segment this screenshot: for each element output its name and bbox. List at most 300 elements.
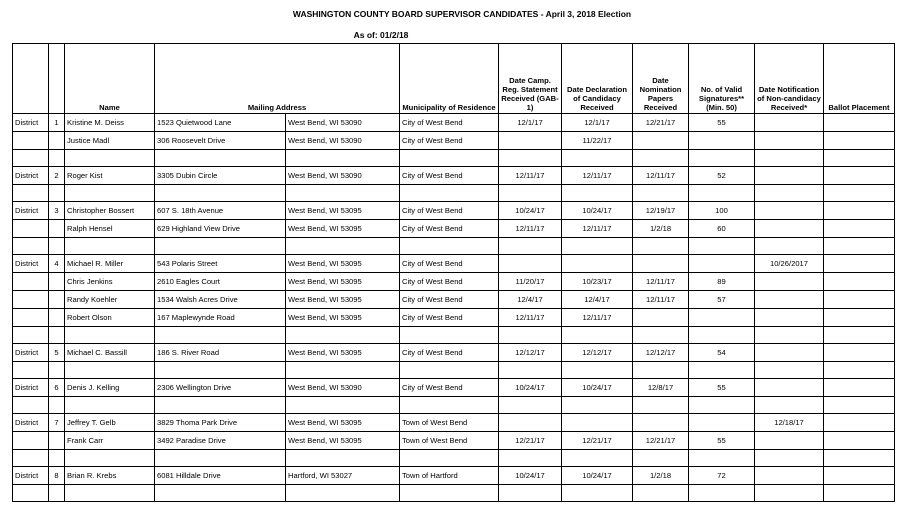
empty-cell [65, 150, 155, 167]
empty-cell [689, 327, 755, 344]
date-declaration: 10/24/17 [562, 379, 633, 397]
date-camp-reg: 12/11/17 [499, 167, 562, 185]
district-label: District [13, 255, 49, 273]
header-date-declaration: Date Declaration of Candidacy Received [562, 44, 633, 114]
spacer-row [13, 485, 895, 502]
district-number [49, 220, 65, 238]
candidate-name: Roger Kist [65, 167, 155, 185]
date-non-candidacy [755, 432, 824, 450]
district-label: District [13, 114, 49, 132]
empty-cell [155, 397, 286, 414]
valid-signatures: 60 [689, 220, 755, 238]
table-row [13, 291, 895, 309]
empty-cell [562, 362, 633, 379]
header-date-nomination: Date Nomination Papers Received [633, 44, 689, 114]
spacer-row [13, 150, 895, 167]
empty-cell [633, 327, 689, 344]
spacer-row [13, 238, 895, 255]
street-address: 543 Polaris Street [155, 255, 286, 273]
district-number: 4 [49, 255, 65, 273]
empty-cell [65, 485, 155, 502]
date-camp-reg [499, 255, 562, 273]
table-row [13, 220, 895, 238]
header-municipality: Municipality of Residence [400, 44, 499, 114]
candidates-table [12, 43, 895, 502]
candidate-name: Jeffrey T. Gelb [65, 414, 155, 432]
ballot-placement [824, 114, 895, 132]
empty-cell [633, 450, 689, 467]
city-state-zip: West Bend, WI 53095 [286, 220, 400, 238]
street-address: 629 Highland View Drive [155, 220, 286, 238]
valid-signatures: 55 [689, 114, 755, 132]
date-nomination: 1/2/18 [633, 220, 689, 238]
empty-cell [499, 327, 562, 344]
ballot-placement [824, 414, 895, 432]
date-non-candidacy [755, 309, 824, 327]
empty-cell [155, 150, 286, 167]
empty-cell [286, 362, 400, 379]
empty-cell [286, 397, 400, 414]
date-camp-reg: 12/21/17 [499, 432, 562, 450]
district-label: District [13, 467, 49, 485]
ballot-placement [824, 202, 895, 220]
date-camp-reg: 12/11/17 [499, 220, 562, 238]
district-label: District [13, 414, 49, 432]
date-nomination: 12/21/17 [633, 114, 689, 132]
header-date-camp-reg: Date Camp. Reg. Statement Received (GAB-1) [499, 44, 562, 114]
empty-cell [13, 327, 49, 344]
empty-cell [155, 450, 286, 467]
empty-cell [499, 450, 562, 467]
date-nomination: 12/21/17 [633, 432, 689, 450]
district-number: 2 [49, 167, 65, 185]
street-address: 2306 Wellington Drive [155, 379, 286, 397]
ballot-placement [824, 467, 895, 485]
header-number [49, 44, 65, 114]
date-non-candidacy: 12/18/17 [755, 414, 824, 432]
date-camp-reg: 12/1/17 [499, 114, 562, 132]
table-row [13, 414, 895, 432]
valid-signatures: 52 [689, 167, 755, 185]
table-row [13, 202, 895, 220]
date-non-candidacy [755, 379, 824, 397]
empty-cell [633, 185, 689, 202]
district-label [13, 432, 49, 450]
valid-signatures [689, 255, 755, 273]
city-state-zip: West Bend, WI 53095 [286, 255, 400, 273]
district-number: 3 [49, 202, 65, 220]
municipality: City of West Bend [400, 114, 499, 132]
date-camp-reg: 10/24/17 [499, 467, 562, 485]
date-camp-reg: 11/20/17 [499, 273, 562, 291]
date-declaration [562, 255, 633, 273]
empty-cell [400, 397, 499, 414]
empty-cell [499, 362, 562, 379]
empty-cell [824, 362, 895, 379]
table-row [13, 309, 895, 327]
empty-cell [400, 485, 499, 502]
municipality: City of West Bend [400, 309, 499, 327]
district-label [13, 273, 49, 291]
date-non-candidacy [755, 467, 824, 485]
street-address: 1523 Quietwood Lane [155, 114, 286, 132]
district-label [13, 220, 49, 238]
date-nomination [633, 414, 689, 432]
district-number [49, 273, 65, 291]
document-title: WASHINGTON COUNTY BOARD SUPERVISOR CANDIDATES - April 3, 2018 Election [292, 9, 632, 19]
empty-cell [400, 150, 499, 167]
empty-cell [755, 238, 824, 255]
district-number [49, 132, 65, 150]
district-label: District [13, 202, 49, 220]
empty-cell [286, 450, 400, 467]
empty-cell [13, 238, 49, 255]
ballot-placement [824, 432, 895, 450]
date-camp-reg [499, 414, 562, 432]
city-state-zip: West Bend, WI 53090 [286, 114, 400, 132]
empty-cell [755, 485, 824, 502]
empty-cell [13, 185, 49, 202]
date-non-candidacy [755, 167, 824, 185]
empty-cell [155, 362, 286, 379]
empty-cell [499, 397, 562, 414]
date-nomination [633, 309, 689, 327]
table-row [13, 132, 895, 150]
date-nomination: 12/12/17 [633, 344, 689, 362]
candidate-name: Christopher Bossert [65, 202, 155, 220]
empty-cell [13, 450, 49, 467]
table-row [13, 344, 895, 362]
table-row [13, 467, 895, 485]
street-address: 1534 Walsh Acres Drive [155, 291, 286, 309]
ballot-placement [824, 273, 895, 291]
municipality: City of West Bend [400, 273, 499, 291]
valid-signatures: 72 [689, 467, 755, 485]
city-state-zip: West Bend, WI 53090 [286, 132, 400, 150]
date-non-candidacy [755, 114, 824, 132]
empty-cell [689, 397, 755, 414]
empty-cell [689, 185, 755, 202]
empty-cell [65, 450, 155, 467]
ballot-placement [824, 220, 895, 238]
empty-cell [13, 485, 49, 502]
candidate-name: Justice Madl [65, 132, 155, 150]
ballot-placement [824, 379, 895, 397]
municipality: Town of Hartford [400, 467, 499, 485]
candidate-name: Brian R. Krebs [65, 467, 155, 485]
empty-cell [755, 327, 824, 344]
empty-cell [49, 485, 65, 502]
date-non-candidacy [755, 202, 824, 220]
empty-cell [499, 185, 562, 202]
empty-cell [49, 397, 65, 414]
table-row [13, 379, 895, 397]
date-nomination [633, 132, 689, 150]
date-non-candidacy [755, 273, 824, 291]
empty-cell [499, 150, 562, 167]
empty-cell [689, 362, 755, 379]
empty-cell [562, 450, 633, 467]
date-nomination: 12/19/17 [633, 202, 689, 220]
city-state-zip: Hartford, WI 53027 [286, 467, 400, 485]
table-row [13, 114, 895, 132]
date-declaration: 12/1/17 [562, 114, 633, 132]
street-address: 3305 Dubin Circle [155, 167, 286, 185]
date-nomination: 12/8/17 [633, 379, 689, 397]
date-declaration: 10/24/17 [562, 467, 633, 485]
header-ballot-placement: Ballot Placement [824, 44, 895, 114]
date-nomination: 12/11/17 [633, 273, 689, 291]
empty-cell [65, 327, 155, 344]
municipality: City of West Bend [400, 291, 499, 309]
ballot-placement [824, 291, 895, 309]
date-declaration: 11/22/17 [562, 132, 633, 150]
spacer-row [13, 450, 895, 467]
valid-signatures: 54 [689, 344, 755, 362]
district-label: District [13, 167, 49, 185]
empty-cell [65, 238, 155, 255]
empty-cell [633, 150, 689, 167]
header-mailing-address: Mailing Address [155, 44, 400, 114]
empty-cell [755, 397, 824, 414]
empty-cell [286, 238, 400, 255]
district-number: 7 [49, 414, 65, 432]
empty-cell [49, 450, 65, 467]
date-declaration: 12/11/17 [562, 220, 633, 238]
ballot-placement [824, 132, 895, 150]
district-label [13, 309, 49, 327]
street-address: 3492 Paradise Drive [155, 432, 286, 450]
header-name: Name [65, 44, 155, 114]
empty-cell [65, 397, 155, 414]
city-state-zip: West Bend, WI 53095 [286, 414, 400, 432]
empty-cell [824, 397, 895, 414]
ballot-placement [824, 344, 895, 362]
empty-cell [400, 450, 499, 467]
valid-signatures: 57 [689, 291, 755, 309]
candidate-name: Randy Koehler [65, 291, 155, 309]
header-row [13, 44, 895, 114]
empty-cell [499, 238, 562, 255]
municipality: City of West Bend [400, 344, 499, 362]
empty-cell [562, 185, 633, 202]
spacer-row [13, 397, 895, 414]
empty-cell [49, 362, 65, 379]
empty-cell [755, 362, 824, 379]
empty-cell [286, 150, 400, 167]
empty-cell [400, 238, 499, 255]
city-state-zip: West Bend, WI 53090 [286, 379, 400, 397]
empty-cell [689, 450, 755, 467]
district-number [49, 432, 65, 450]
spacer-row [13, 327, 895, 344]
empty-cell [155, 485, 286, 502]
date-non-candidacy [755, 132, 824, 150]
municipality: City of West Bend [400, 132, 499, 150]
candidate-name: Kristine M. Deiss [65, 114, 155, 132]
date-non-candidacy: 10/26/2017 [755, 255, 824, 273]
empty-cell [633, 362, 689, 379]
street-address: 3829 Thoma Park Drive [155, 414, 286, 432]
candidate-name: Robert Olson [65, 309, 155, 327]
empty-cell [13, 150, 49, 167]
date-declaration: 12/21/17 [562, 432, 633, 450]
empty-cell [755, 450, 824, 467]
empty-cell [824, 450, 895, 467]
empty-cell [286, 185, 400, 202]
candidate-name: Michael R. Miller [65, 255, 155, 273]
empty-cell [65, 185, 155, 202]
municipality: City of West Bend [400, 167, 499, 185]
candidate-name: Ralph Hensel [65, 220, 155, 238]
date-declaration: 10/24/17 [562, 202, 633, 220]
valid-signatures: 55 [689, 432, 755, 450]
municipality: City of West Bend [400, 202, 499, 220]
candidate-name: Chris Jenkins [65, 273, 155, 291]
valid-signatures [689, 309, 755, 327]
district-number: 1 [49, 114, 65, 132]
valid-signatures [689, 132, 755, 150]
header-non-candidacy: Date Notification of Non-candidacy Received* [755, 44, 824, 114]
empty-cell [562, 150, 633, 167]
date-non-candidacy [755, 220, 824, 238]
street-address: 186 S. River Road [155, 344, 286, 362]
city-state-zip: West Bend, WI 53095 [286, 344, 400, 362]
street-address: 167 Maplewynde Road [155, 309, 286, 327]
empty-cell [689, 150, 755, 167]
district-label: District [13, 344, 49, 362]
empty-cell [633, 238, 689, 255]
date-declaration: 12/4/17 [562, 291, 633, 309]
valid-signatures: 55 [689, 379, 755, 397]
candidate-name: Michael C. Bassill [65, 344, 155, 362]
date-camp-reg: 12/4/17 [499, 291, 562, 309]
municipality: Town of West Bend [400, 432, 499, 450]
table-row [13, 432, 895, 450]
city-state-zip: West Bend, WI 53095 [286, 202, 400, 220]
city-state-zip: West Bend, WI 53090 [286, 167, 400, 185]
empty-cell [633, 485, 689, 502]
district-number [49, 291, 65, 309]
empty-cell [824, 185, 895, 202]
empty-cell [400, 185, 499, 202]
date-nomination: 12/11/17 [633, 167, 689, 185]
empty-cell [65, 362, 155, 379]
ballot-placement [824, 255, 895, 273]
candidates-body [13, 114, 895, 502]
ballot-placement [824, 309, 895, 327]
ballot-placement [824, 167, 895, 185]
empty-cell [824, 485, 895, 502]
date-non-candidacy [755, 344, 824, 362]
district-label: District [13, 379, 49, 397]
empty-cell [400, 327, 499, 344]
empty-cell [400, 362, 499, 379]
district-number: 8 [49, 467, 65, 485]
candidate-name: Denis J. Kelling [65, 379, 155, 397]
table-row [13, 273, 895, 291]
empty-cell [562, 238, 633, 255]
date-declaration: 12/11/17 [562, 309, 633, 327]
date-nomination: 1/2/18 [633, 467, 689, 485]
date-declaration: 12/12/17 [562, 344, 633, 362]
empty-cell [286, 327, 400, 344]
street-address: 607 S. 18th Avenue [155, 202, 286, 220]
municipality: City of West Bend [400, 255, 499, 273]
date-camp-reg: 12/11/17 [499, 309, 562, 327]
date-declaration: 10/23/17 [562, 273, 633, 291]
empty-cell [49, 327, 65, 344]
city-state-zip: West Bend, WI 53095 [286, 273, 400, 291]
empty-cell [633, 397, 689, 414]
municipality: Town of West Bend [400, 414, 499, 432]
empty-cell [155, 238, 286, 255]
street-address: 306 Roosevelt Drive [155, 132, 286, 150]
empty-cell [755, 150, 824, 167]
date-nomination [633, 255, 689, 273]
district-number: 6 [49, 379, 65, 397]
municipality: City of West Bend [400, 379, 499, 397]
empty-cell [824, 238, 895, 255]
empty-cell [824, 150, 895, 167]
empty-cell [755, 185, 824, 202]
empty-cell [689, 238, 755, 255]
date-declaration: 12/11/17 [562, 167, 633, 185]
table-row [13, 167, 895, 185]
city-state-zip: West Bend, WI 53095 [286, 309, 400, 327]
empty-cell [13, 397, 49, 414]
empty-cell [49, 150, 65, 167]
street-address: 2610 Eagles Court [155, 273, 286, 291]
spacer-row [13, 362, 895, 379]
date-camp-reg: 12/12/17 [499, 344, 562, 362]
city-state-zip: West Bend, WI 53095 [286, 432, 400, 450]
empty-cell [689, 485, 755, 502]
district-label [13, 132, 49, 150]
empty-cell [499, 485, 562, 502]
city-state-zip: West Bend, WI 53095 [286, 291, 400, 309]
header-valid-signatures: No. of Valid Signatures** (Min. 50) [689, 44, 755, 114]
empty-cell [155, 327, 286, 344]
as-of-date: As of: 01/2/18 [353, 30, 409, 40]
candidate-name: Frank Carr [65, 432, 155, 450]
date-declaration [562, 414, 633, 432]
valid-signatures: 100 [689, 202, 755, 220]
empty-cell [562, 397, 633, 414]
empty-cell [13, 362, 49, 379]
empty-cell [562, 327, 633, 344]
valid-signatures [689, 414, 755, 432]
empty-cell [49, 185, 65, 202]
date-nomination: 12/11/17 [633, 291, 689, 309]
empty-cell [286, 485, 400, 502]
date-camp-reg [499, 132, 562, 150]
empty-cell [824, 327, 895, 344]
date-camp-reg: 10/24/17 [499, 202, 562, 220]
empty-cell [49, 238, 65, 255]
district-label [13, 291, 49, 309]
spacer-row [13, 185, 895, 202]
table-row [13, 255, 895, 273]
municipality: City of West Bend [400, 220, 499, 238]
empty-cell [562, 485, 633, 502]
street-address: 6081 Hilldale Drive [155, 467, 286, 485]
empty-cell [155, 185, 286, 202]
district-number [49, 309, 65, 327]
date-non-candidacy [755, 291, 824, 309]
district-number: 5 [49, 344, 65, 362]
valid-signatures: 89 [689, 273, 755, 291]
